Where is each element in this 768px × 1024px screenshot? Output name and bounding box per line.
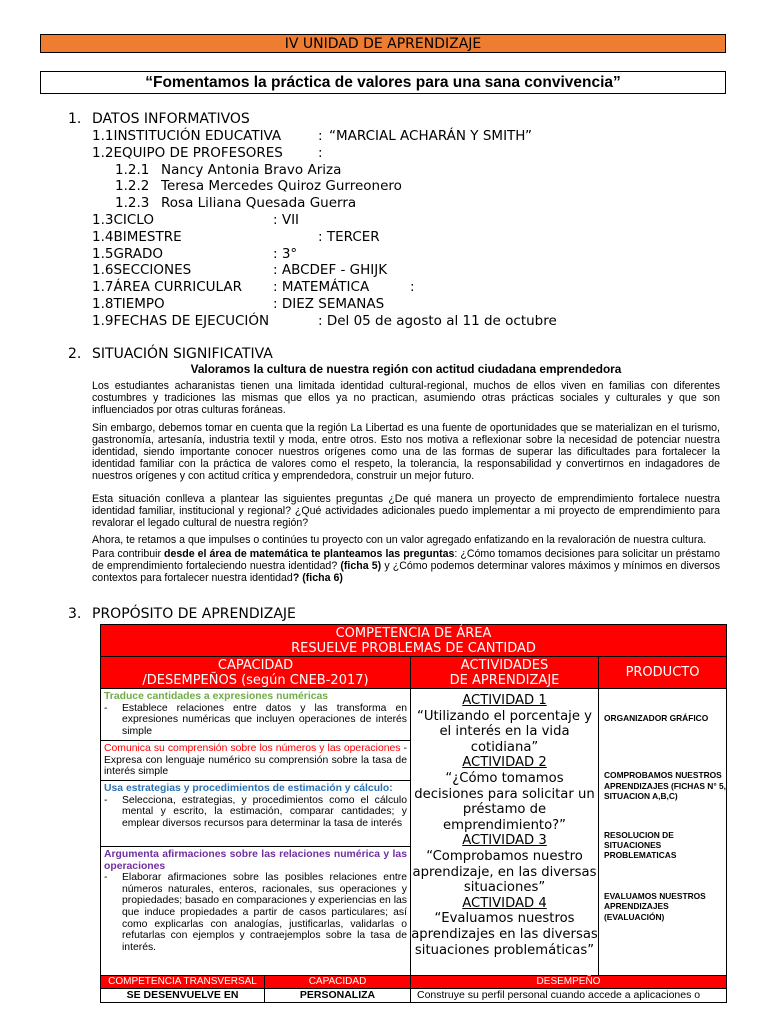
transversal-desempeno-value: Construye su perfil personal cuando accede a aplicaciones o	[411, 989, 727, 1003]
capacidad-cell-2	[101, 741, 411, 781]
transversal-header-competencia: COMPETENCIA TRANSVERSAL	[101, 976, 265, 989]
section-1-heading: DATOS INFORMATIVOS	[92, 111, 250, 127]
producto-4: EVALUAMOS NUESTROS APRENDIZAJES (EVALUACIÓN)	[604, 890, 706, 922]
profesor-num-2: 1.2.2	[115, 178, 150, 194]
p5-bold-f: ? (ficha 6)	[292, 572, 343, 585]
profesor-num-3: 1.2.3	[115, 195, 150, 211]
datos-value-ciclo: : VII	[273, 212, 300, 228]
datos-value-fechas: : Del 05 de agosto al 11 de octubre	[318, 313, 557, 329]
situacion-title: Valoramos la cultura de nuestra región con actitud ciudadana emprendedora	[190, 362, 622, 376]
datos-label-ciclo: 1.3CICLO	[92, 212, 154, 228]
actividad-2-text: “¿Cómo tomamos decisiones para solicitar un préstamo de emprendimiento?”	[414, 770, 595, 833]
p5-text-c: : ¿Cómo tomamos decisiones para solicitar un préstamo de emprendimiento fortaleciendo nuestra identidad?	[92, 548, 720, 573]
competencia-label: COMPETENCIA DE ÁREA	[335, 625, 492, 641]
capacidad-cell-4	[101, 847, 411, 976]
capacidad-4-item	[104, 872, 407, 953]
actividad-2-label: ACTIVIDAD 2	[462, 755, 547, 771]
datos-value-area: : MATEMÁTICA	[273, 279, 370, 295]
datos-label-secciones: 1.6SECCIONES	[92, 262, 192, 278]
capacidad-4-dash: -	[104, 872, 108, 884]
section-1-number: 1.	[68, 111, 82, 127]
datos-label-equipo: 1.2EQUIPO DE PROFESORES	[92, 145, 283, 161]
unit-subtitle: “Fomentamos la práctica de valores para una sana convivencia”	[40, 71, 726, 94]
situacion-paragraph-2: Sin embargo, debemos tomar en cuenta que la región La Libertad es una fuente de oportunidades que se materializan en el turismo, gastronomía, artesanía, industria textil y moda, entre otros. Esto nos motiva a reflexionar sobre la necesidad de potenciar nuestra identidad, siendo importante conocer nuestros orígenes como una de las formas de superar las dificultades para fortalecer la identidad familiar con la práctica de valores como el respeto, la tolerancia, la responsabilidad y convertirnos en indagadores de nuestros orígenes y con actitud crítica y emprendedora, construir un mejor futuro.	[92, 422, 720, 483]
capacidad-cell-3	[101, 781, 411, 847]
datos-value-tiempo: : DIEZ SEMANAS	[273, 296, 385, 312]
capacidad-4-title: Argumenta afirmaciones sobre las relaciones numérica y las operaciones	[104, 849, 407, 872]
producto-3: RESOLUCION DE SITUACIONES PROBLEMATICAS	[604, 829, 677, 861]
capacidad-4-text: Elaborar afirmaciones sobre las posibles relaciones entre números naturales, enteros, racionales, sus operaciones y propiedades; basado en comparaciones y experiencias en las que induce propiedades a partir de casos particulares; así como explicarlas con analogías, justificarlas, validarlas o refutarlas con ejemplos y contraejemplos sobre la tasa de interés.	[122, 872, 407, 953]
datos-extra-area: :	[410, 279, 415, 295]
datos-value-bimestre: : TERCER	[318, 229, 380, 245]
capacidad-cell-1	[101, 689, 411, 741]
p5-bold-d: (ficha 5)	[340, 560, 382, 573]
capacidad-2-title: Comunica su comprensión sobre los números y las operaciones	[104, 743, 401, 754]
transversal-competencia-value: SE DESENVUELVE EN	[101, 989, 265, 1003]
situacion-paragraph-1: Los estudiantes acharanistas tienen una limitada identidad cultural-regional, muchos de ellos viven en familias con diferentes costumbres y tradiciones las mismas que ellos ya no practican, asumiendo otras prácticas sociales y culturales y que son influenciados por otras culturas foráneas.	[92, 380, 720, 417]
p5-text-a: Para contribuir	[92, 548, 165, 560]
situacion-paragraph-4: Ahora, te retamos a que impulses o continúes tu proyecto con un valor agregado enfatizando en la revaloración de nuestra cultura.	[92, 534, 707, 546]
datos-label-institucion: 1.1INSTITUCIÓN EDUCATIVA	[92, 128, 282, 144]
productos-cell	[599, 689, 727, 976]
transversal-capacidad-value: PERSONALIZA	[265, 989, 411, 1003]
actividad-4-text: “Evaluamos nuestros aprendizajes en las diversas situaciones problemáticas”	[411, 911, 598, 958]
competencia-header	[101, 625, 727, 657]
situacion-paragraph-3: Esta situación conlleva a plantear las siguientes preguntas ¿De qué manera un proyecto de emprendimiento fortalece nuestra identidad familiar, institucional y regional? ¿Qué actividades adicionales puedo implementar a mi proyecto de emprendimiento para revalorar el legado cultural de nuestra región?	[92, 493, 720, 530]
actividad-1-label: ACTIVIDAD 1	[462, 693, 547, 708]
capacidad-1-title: Traduce cantidades a expresiones numéricas	[104, 691, 329, 702]
capacidad-1-dash: -	[104, 702, 108, 714]
profesor-name-2: Teresa Mercedes Quiroz Gurreonero	[161, 178, 402, 194]
capacidad-header-line1: CAPACIDAD	[217, 657, 294, 673]
capacidad-2-text: - Expresa con lenguaje numérico su comprensión sobre la tasa de interés simple	[104, 743, 407, 778]
capacidad-1-item	[104, 703, 407, 738]
capacidad-1-text: Establece relaciones entre datos y las transforma en expresiones numéricas que incluyen operaciones de interés simple	[122, 702, 407, 737]
datos-label-grado: 1.5GRADO	[92, 246, 164, 262]
producto-1: ORGANIZADOR GRÁFICO	[604, 713, 709, 723]
producto-2: COMPROBAMOS NUESTROS APRENDIZAJES (FICHAS N° 5, SITUACION A,B,C)	[604, 770, 727, 802]
section-2-heading: SITUACIÓN SIGNIFICATIVA	[92, 346, 273, 362]
datos-value-institucion: “MARCIAL ACHARÁN Y SMITH”	[329, 128, 533, 144]
situacion-paragraph-5	[92, 548, 720, 584]
datos-label-fechas: 1.9FECHAS DE EJECUCIÓN	[92, 313, 270, 329]
actividad-3-text: “Comprobamos nuestro aprendizaje, en las diversas situaciones”	[412, 848, 597, 896]
datos-label-tiempo: 1.8TIEMPO	[92, 296, 165, 312]
actividad-3-label: ACTIVIDAD 3	[462, 833, 547, 849]
proposito-table	[100, 624, 727, 1003]
capacidad-header	[101, 657, 411, 689]
datos-sep-equipo: :	[318, 145, 323, 161]
p5-bold-b: desde el área de matemática te planteamos las preguntas	[164, 548, 455, 560]
profesor-name-1: Nancy Antonia Bravo Ariza	[161, 162, 342, 178]
competencia-name: RESUELVE PROBLEMAS DE CANTIDAD	[291, 640, 536, 656]
actividad-1-text: “Utilizando el porcentaje y el interés en la vida cotidiana”	[417, 708, 592, 755]
datos-sep-institucion: :	[318, 128, 323, 144]
capacidad-3-item	[104, 795, 407, 830]
section-3-heading: PROPÓSITO DE APRENDIZAJE	[92, 606, 296, 622]
section-2-number: 2.	[68, 346, 82, 362]
p5-text-e: y ¿Cómo podemos determinar valores máximos y mínimos en diversos contextos para fortalecer nuestra identidad	[92, 560, 720, 585]
capacidad-3-title: Usa estrategias y procedimientos de estimación y cálculo:	[104, 783, 393, 794]
transversal-header-desempeno: DESEMPEÑO	[411, 976, 727, 989]
actividades-header-line2: DE APRENDIZAJE	[449, 672, 560, 688]
actividad-4-label: ACTIVIDAD 4	[462, 895, 547, 911]
transversal-header-capacidad: CAPACIDAD	[265, 976, 411, 989]
capacidad-3-dash: -	[104, 794, 108, 806]
actividades-cell	[411, 689, 599, 976]
datos-value-secciones: : ABCDEF - GHIJK	[273, 262, 388, 278]
producto-header: PRODUCTO	[599, 657, 727, 689]
capacidad-3-text: Selecciona, estrategias, y procedimientos como el cálculo mental y escrito, la estimación, comparar cantidades; y emplear diversos recursos para determinar la tasa de interés	[122, 794, 407, 829]
capacidad-header-line2: /DESEMPEÑOS (según CNEB-2017)	[142, 672, 369, 688]
unit-title: IV UNIDAD DE APRENDIZAJE	[40, 34, 726, 53]
section-3-number: 3.	[68, 606, 82, 622]
actividades-header	[411, 657, 599, 689]
profesor-num-1: 1.2.1	[115, 162, 150, 178]
profesor-name-3: Rosa Liliana Quesada Guerra	[161, 195, 357, 211]
actividades-header-line1: ACTIVIDADES	[460, 657, 549, 673]
datos-label-bimestre: 1.4BIMESTRE	[92, 229, 182, 245]
datos-label-area: 1.7ÁREA CURRICULAR	[92, 279, 242, 295]
datos-value-grado: : 3°	[273, 246, 298, 262]
